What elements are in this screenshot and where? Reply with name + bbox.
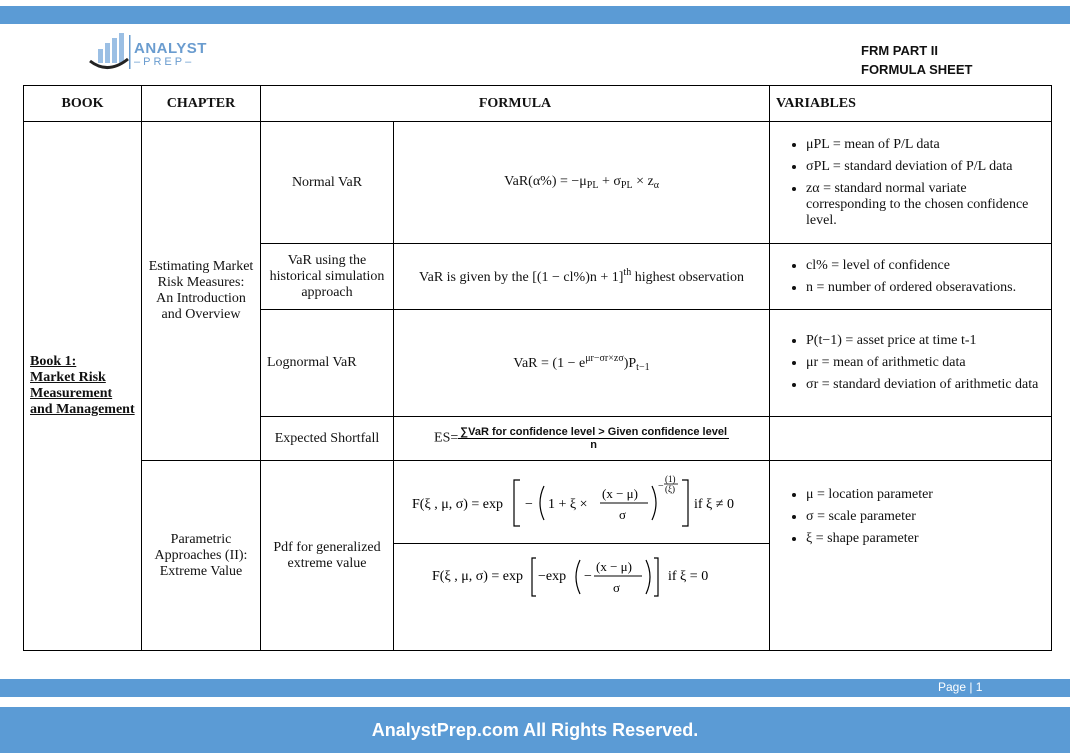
list-item: • cl% = level of confidence: [806, 258, 1045, 274]
formula-name: Normal VaR: [261, 122, 394, 244]
formula-historical-var: VaR is given by the $[(1 - cl\%)n + 1]^{th}$ highest observation: [394, 244, 770, 310]
svg-text:1 + ξ ×: 1 + ξ ×: [547, 497, 588, 512]
formula-normal-var: $VaR(\alpha\%) = -\mu_{PL} + \sigma_{PL} \times z_\alpha$: [394, 122, 770, 244]
variables-cell: [770, 244, 1052, 310]
chapter-cell: Parametric Approaches (II): Extreme Value: [142, 461, 261, 651]
table-row: [24, 122, 1052, 244]
variables-cell: [770, 310, 1052, 417]
list-item: • μ = location parameter: [806, 487, 1045, 503]
logo-subword: –PREP–: [134, 56, 195, 68]
formula-gev-nonzero: [394, 461, 770, 544]
svg-text:(x − μ): (x − μ): [601, 486, 638, 501]
svg-text:F(ξ , μ, σ) = exp: F(ξ , μ, σ) = exp: [411, 497, 503, 512]
title-line-1: FRM PART II: [861, 43, 939, 58]
variables-cell: [770, 122, 1052, 244]
column-header-formula: FORMULA: [261, 86, 770, 122]
list-item: • σPL = standard deviation of P/L data: [806, 159, 1045, 175]
formula-name: Lognormal VaR: [261, 310, 394, 417]
copyright-text: AnalystPrep.com All Rights Reserved.: [371, 720, 699, 740]
logo-wordmark: ANALYST: [134, 40, 207, 57]
table-row: [24, 461, 1052, 544]
list-item: • ξ = shape parameter: [806, 531, 1045, 547]
list-item: • σ = scale parameter: [806, 509, 1045, 525]
list-item: • μPL = mean of P/L data: [806, 137, 1045, 153]
list-item: • zα = standard normal variate corresponding to the chosen confidence level.: [806, 181, 1045, 229]
svg-text:(ξ): (ξ): [664, 484, 675, 494]
page-number: Page | 1: [938, 680, 983, 694]
document-title: [861, 41, 972, 79]
formula-name: Expected Shortfall: [261, 417, 394, 461]
formula-expected-shortfall: ES= $\frac{\text{∑VaR for confidence level > Given confidence level}}{n}$: [394, 417, 770, 461]
list-item: • σr = standard deviation of arithmetic data: [806, 377, 1045, 393]
formula-name: VaR using the historical simulation approach: [261, 244, 394, 310]
formula-lognormal-var: VaR = $(1 - e^{\mu r-\sigma r\times z\sigma})P_{t-1}$: [394, 310, 770, 417]
formula-table: [23, 85, 1052, 651]
variables-cell: [770, 461, 1052, 651]
list-item: • P(t−1) = asset price at time t-1: [806, 333, 1045, 349]
formula-name: Pdf for generalized extreme value: [261, 461, 394, 651]
chapter-cell: Estimating Market Risk Measures: An Introduction and Overview: [142, 122, 261, 461]
svg-text:(x − μ): (x − μ): [595, 559, 632, 574]
title-line-2: FORMULA SHEET: [861, 62, 973, 77]
column-header-book: BOOK: [24, 86, 142, 122]
svg-text:−exp: −exp: [537, 569, 566, 584]
svg-text:−: −: [524, 497, 533, 512]
gev-zero-formula-graphic: [432, 550, 732, 600]
book-cell: Book 1: Market Risk Measurement and Management: [24, 122, 142, 651]
list-item: • μr = mean of arithmetic data: [806, 355, 1045, 371]
svg-text:F(ξ , μ, σ) = exp: F(ξ , μ, σ) = exp: [431, 569, 523, 584]
svg-text:σ: σ: [618, 507, 626, 522]
footer-band: [0, 679, 1070, 697]
svg-text:if ξ = 0: if ξ = 0: [667, 569, 708, 584]
formula-gev-zero: [394, 544, 770, 651]
variables-cell-empty: [770, 417, 1052, 461]
svg-text:if ξ ≠ 0: if ξ ≠ 0: [693, 497, 734, 512]
top-band: [0, 6, 1070, 24]
column-header-variables: VARIABLES: [770, 86, 1052, 122]
svg-text:−: −: [583, 569, 592, 584]
gev-formula-graphic: [412, 472, 752, 532]
list-item: • n = number of ordered obseravations.: [806, 280, 1045, 296]
table-header-row: [24, 86, 1052, 122]
svg-text:−: −: [657, 481, 664, 492]
svg-text:(1): (1): [664, 474, 675, 484]
svg-text:σ: σ: [612, 580, 620, 595]
column-header-chapter: CHAPTER: [142, 86, 261, 122]
